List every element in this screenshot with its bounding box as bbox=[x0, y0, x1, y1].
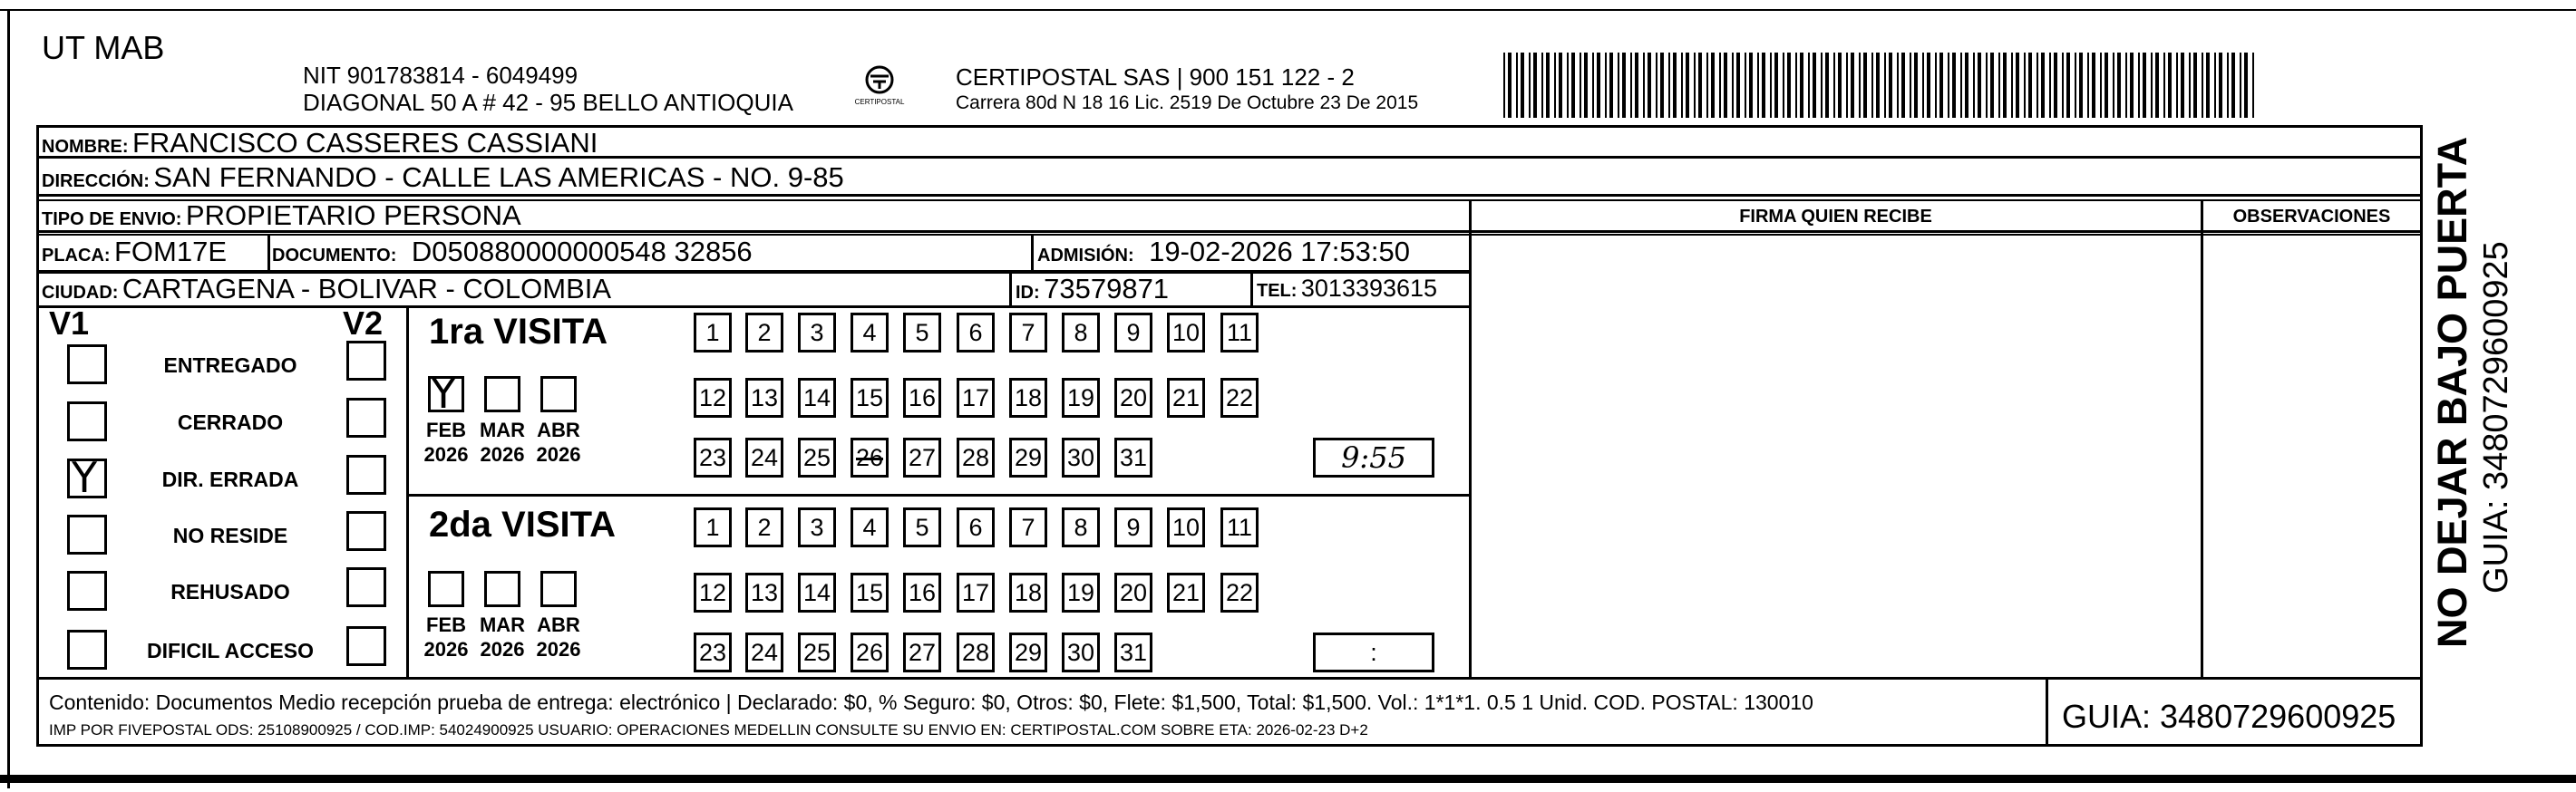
time-box[interactable]: 9:55 bbox=[1313, 438, 1434, 478]
day-box[interactable]: 11 bbox=[1220, 507, 1259, 547]
day-box[interactable]: 22 bbox=[1220, 573, 1259, 613]
check-mark-icon: Y bbox=[431, 369, 457, 418]
visit1-title: 1ra VISITA bbox=[429, 312, 608, 352]
day-box[interactable]: 30 bbox=[1062, 438, 1100, 478]
tel-value: 3013393615 bbox=[1300, 275, 1438, 302]
day-box[interactable]: 14 bbox=[798, 378, 836, 418]
day-box[interactable]: 17 bbox=[957, 573, 995, 613]
month-label bbox=[471, 613, 534, 662]
observaciones-label: OBSERVACIONES bbox=[2232, 207, 2391, 227]
recipient-name: FRANCISCO CASSERES CASSIANI bbox=[132, 127, 598, 159]
day-box[interactable]: 16 bbox=[903, 378, 941, 418]
day-box[interactable]: 7 bbox=[1009, 507, 1047, 547]
month-year: 2026 bbox=[480, 443, 525, 466]
day-box[interactable]: 3 bbox=[798, 313, 836, 353]
day-box[interactable]: 5 bbox=[903, 313, 941, 353]
time-box[interactable]: : bbox=[1313, 633, 1434, 672]
visit-divider bbox=[406, 494, 1471, 497]
day-box[interactable]: 30 bbox=[1062, 633, 1100, 672]
month-name: MAR bbox=[479, 613, 526, 636]
shipment-type: PROPIETARIO PERSONA bbox=[185, 199, 521, 231]
day-box[interactable]: 20 bbox=[1114, 378, 1152, 418]
day-box[interactable]: 19 bbox=[1062, 378, 1100, 418]
city-value: CARTAGENA - BOLIVAR - COLOMBIA bbox=[122, 273, 612, 304]
sender-address: DIAGONAL 50 A # 42 - 95 BELLO ANTIOQUIA bbox=[303, 89, 793, 116]
day-box[interactable]: 15 bbox=[851, 378, 889, 418]
month-checkbox[interactable] bbox=[484, 571, 520, 607]
id-value: 73579871 bbox=[1044, 273, 1170, 304]
admission-value: 19-02-2026 17:53:50 bbox=[1149, 236, 1410, 267]
status-option-label: NO RESIDE bbox=[172, 524, 288, 547]
v2-label: V2 bbox=[343, 304, 384, 342]
day-box[interactable]: 26 bbox=[851, 633, 889, 672]
month-checkbox[interactable] bbox=[484, 376, 520, 412]
table-bottom bbox=[36, 744, 2423, 747]
month-label bbox=[471, 418, 534, 467]
day-box[interactable]: 17 bbox=[957, 378, 995, 418]
status-divider bbox=[406, 305, 409, 679]
month-year: 2026 bbox=[480, 638, 525, 661]
day-box[interactable]: 9 bbox=[1114, 313, 1152, 353]
status-option-label: DIR. ERRADA bbox=[161, 468, 299, 491]
month-year: 2026 bbox=[536, 638, 581, 661]
name-row bbox=[42, 127, 598, 159]
admission-row bbox=[1037, 236, 1410, 268]
day-box[interactable]: 24 bbox=[745, 438, 783, 478]
month-checkbox[interactable] bbox=[540, 571, 577, 607]
tel-label: TEL: bbox=[1257, 281, 1298, 301]
month-name: MAR bbox=[479, 419, 526, 441]
day-box[interactable]: 24 bbox=[745, 633, 783, 672]
day-box[interactable]: 19 bbox=[1062, 573, 1100, 613]
day-box[interactable]: 31 bbox=[1114, 633, 1152, 672]
firma-label: FIRMA QUIEN RECIBE bbox=[1739, 207, 1932, 227]
logo-icon bbox=[843, 63, 916, 114]
status-option-label: DIFICIL ACCESO bbox=[146, 639, 314, 662]
day-box[interactable]: 25 bbox=[798, 438, 836, 478]
day-box[interactable]: 28 bbox=[957, 633, 995, 672]
v1-checkbox[interactable] bbox=[67, 401, 107, 441]
courier-logo bbox=[843, 63, 916, 114]
v2-checkbox[interactable] bbox=[346, 341, 386, 381]
month-checkbox[interactable] bbox=[428, 571, 464, 607]
day-box[interactable]: 29 bbox=[1009, 633, 1047, 672]
barcode-icon bbox=[1503, 53, 2256, 118]
day-box[interactable]: 8 bbox=[1062, 313, 1100, 353]
day-box[interactable]: 2 bbox=[745, 507, 783, 547]
v1-checkbox[interactable] bbox=[67, 571, 107, 611]
side-guia: GUIA: 3480729600925 bbox=[2477, 241, 2515, 594]
document-row bbox=[272, 236, 753, 268]
day-box[interactable]: 13 bbox=[745, 573, 783, 613]
month-year: 2026 bbox=[423, 443, 469, 466]
day-box[interactable]: 4 bbox=[851, 313, 889, 353]
admission-label: ADMISIÓN: bbox=[1037, 246, 1134, 266]
side-text bbox=[2429, 136, 2516, 648]
recipient-address: SAN FERNANDO - CALLE LAS AMERICAS - NO. 9-85 bbox=[153, 161, 844, 193]
id-row bbox=[1016, 273, 1169, 305]
city-row bbox=[42, 273, 611, 305]
day-box[interactable]: 20 bbox=[1114, 573, 1152, 613]
plate-value: FOM17E bbox=[114, 236, 228, 267]
day-box[interactable]: 6 bbox=[957, 507, 995, 547]
status-option-label: REHUSADO bbox=[170, 580, 290, 604]
day-box[interactable]: 31 bbox=[1114, 438, 1152, 478]
day-box[interactable]: 5 bbox=[903, 507, 941, 547]
day-box[interactable]: 28 bbox=[957, 438, 995, 478]
month-name: ABR bbox=[537, 613, 580, 636]
day-box[interactable]: 23 bbox=[694, 633, 732, 672]
nit-line: NIT 901783814 - 6049499 bbox=[303, 62, 578, 89]
status-option-label: CERRADO bbox=[177, 410, 284, 434]
day-box[interactable]: 11 bbox=[1220, 313, 1259, 353]
day-box[interactable]: 1 bbox=[694, 313, 732, 353]
v2-checkbox[interactable] bbox=[346, 398, 386, 438]
month-label bbox=[527, 613, 590, 662]
day-box[interactable]: 26 bbox=[851, 438, 889, 478]
company-code: UT MAB bbox=[42, 29, 165, 66]
check-mark-icon: Y bbox=[72, 453, 98, 502]
day-box[interactable]: 1 bbox=[694, 507, 732, 547]
tel-row bbox=[1257, 275, 1437, 303]
day-box[interactable]: 12 bbox=[694, 378, 732, 418]
footer-guia: GUIA: 3480729600925 bbox=[2062, 698, 2396, 735]
day-box[interactable]: 10 bbox=[1167, 507, 1205, 547]
document-label: DOCUMENTO: bbox=[272, 246, 397, 266]
v1-checkbox[interactable] bbox=[67, 453, 107, 502]
day-box[interactable]: 25 bbox=[798, 633, 836, 672]
day-box[interactable]: 21 bbox=[1167, 378, 1205, 418]
day-box[interactable]: 22 bbox=[1220, 378, 1259, 418]
v1-checkbox[interactable] bbox=[67, 630, 107, 670]
day-box[interactable]: 21 bbox=[1167, 573, 1205, 613]
license-line: Carrera 80d N 18 16 Lic. 2519 De Octubre 23 De 2015 bbox=[956, 92, 1419, 113]
month-name: FEB bbox=[426, 613, 466, 636]
day-box[interactable]: 12 bbox=[694, 573, 732, 613]
plate-label: PLACA: bbox=[42, 246, 111, 266]
v1-checkbox[interactable] bbox=[67, 515, 107, 555]
id-label: ID: bbox=[1016, 283, 1040, 303]
month-checkbox[interactable] bbox=[540, 376, 577, 412]
no-dejar-warning: NO DEJAR BAJO PUERTA bbox=[2429, 136, 2475, 648]
address-row bbox=[42, 161, 844, 194]
v2-checkbox[interactable] bbox=[346, 455, 386, 495]
month-year: 2026 bbox=[423, 638, 469, 661]
v2-checkbox[interactable] bbox=[346, 567, 386, 607]
day-box[interactable]: 9 bbox=[1114, 507, 1152, 547]
day-box[interactable]: 8 bbox=[1062, 507, 1100, 547]
day-box[interactable]: 18 bbox=[1009, 378, 1047, 418]
logo-text: CERTIPOSTAL bbox=[854, 98, 905, 106]
document-value: D050880000000548 32856 bbox=[411, 236, 753, 267]
day-box[interactable]: 4 bbox=[851, 507, 889, 547]
v1-checkbox[interactable] bbox=[67, 344, 107, 384]
top-border bbox=[0, 9, 2576, 11]
visit2-title: 2da VISITA bbox=[429, 505, 616, 545]
plate-row bbox=[42, 236, 227, 268]
month-year: 2026 bbox=[536, 443, 581, 466]
month-name: FEB bbox=[426, 419, 466, 441]
day-box[interactable]: 14 bbox=[798, 573, 836, 613]
v1-label: V1 bbox=[49, 304, 90, 342]
day-box[interactable]: 7 bbox=[1009, 313, 1047, 353]
day-box[interactable]: 27 bbox=[903, 438, 941, 478]
name-label: NOMBRE: bbox=[42, 137, 129, 157]
imp-line: IMP POR FIVEPOSTAL ODS: 25108900925 / COD.IMP: 54024900925 USUARIO: OPERACIONES MEDELLIN CONSULTE SU ENVIO EN: CERTIPOSTAL.COM SOBRE ETA: 2026-02-23 D+2 bbox=[49, 721, 1368, 739]
day-box[interactable]: 18 bbox=[1009, 573, 1047, 613]
bottom-border bbox=[0, 775, 2576, 783]
day-box[interactable]: 23 bbox=[694, 438, 732, 478]
v2-checkbox[interactable] bbox=[346, 511, 386, 551]
left-border bbox=[7, 9, 10, 788]
city-label: CIUDAD: bbox=[42, 283, 119, 303]
month-name: ABR bbox=[537, 419, 580, 441]
address-label: DIRECCIÓN: bbox=[42, 171, 150, 191]
day-box[interactable]: 29 bbox=[1009, 438, 1047, 478]
type-label: TIPO DE ENVIO: bbox=[42, 209, 182, 229]
contents-line: Contenido: Documentos Medio recepción prueba de entrega: electrónico | Declarado: $0, % Seguro: $0, Otros: $0, Flete: $1,500, Total: $1,500. Vol.: 1*1*1. 0.5 1 Unid. COD. POSTAL: 130010 bbox=[49, 691, 1813, 714]
type-row bbox=[42, 199, 521, 232]
day-box[interactable]: 2 bbox=[745, 313, 783, 353]
v2-checkbox[interactable] bbox=[346, 626, 386, 666]
day-box[interactable]: 16 bbox=[903, 573, 941, 613]
day-box[interactable]: 10 bbox=[1167, 313, 1205, 353]
day-box[interactable]: 3 bbox=[798, 507, 836, 547]
month-checkbox[interactable] bbox=[428, 369, 464, 418]
day-box[interactable]: 6 bbox=[957, 313, 995, 353]
day-box[interactable]: 27 bbox=[903, 633, 941, 672]
status-option-label: ENTREGADO bbox=[163, 353, 297, 377]
month-label bbox=[414, 613, 478, 662]
courier-line: CERTIPOSTAL SAS | 900 151 122 - 2 bbox=[956, 63, 1355, 91]
day-box[interactable]: 15 bbox=[851, 573, 889, 613]
month-label bbox=[414, 418, 478, 467]
day-box[interactable]: 13 bbox=[745, 378, 783, 418]
month-label bbox=[527, 418, 590, 467]
